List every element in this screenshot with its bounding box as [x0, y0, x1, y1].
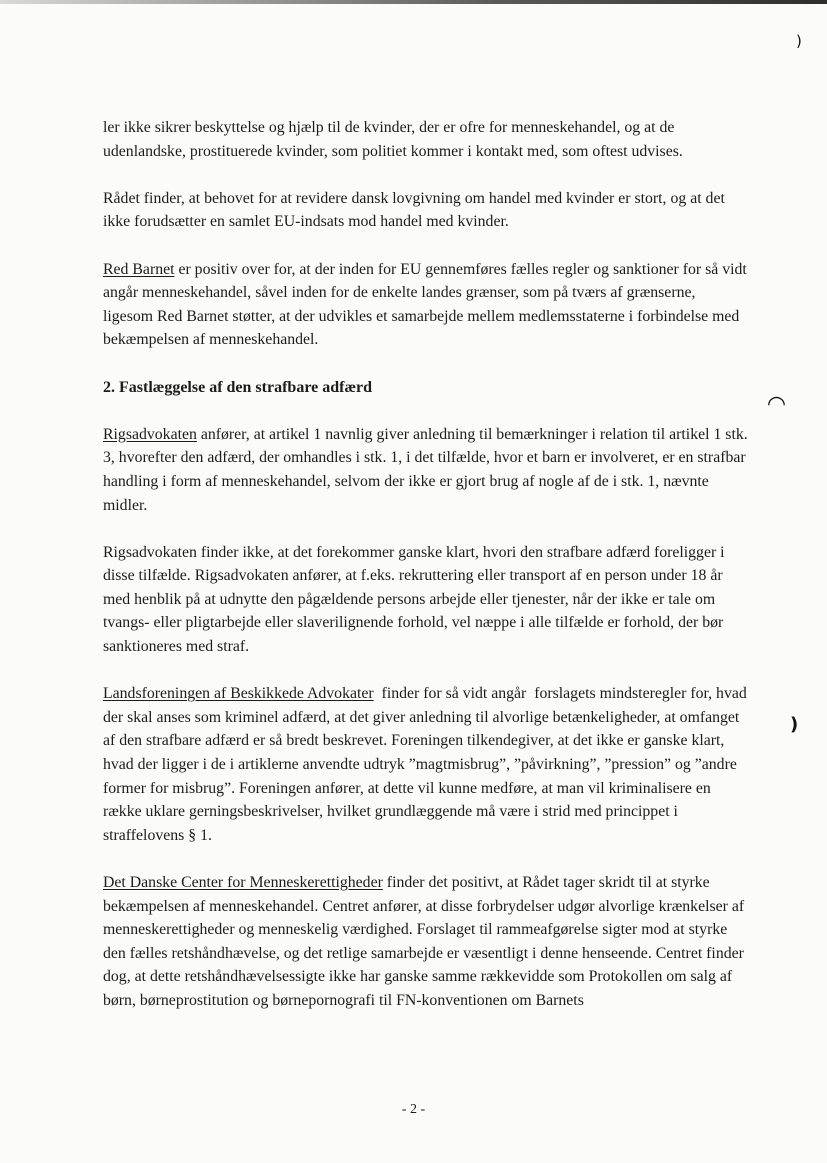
- paragraph: Rigsadvokaten finder ikke, at det forekommer ganske klart, hvori den strafbare adfærd foreligger i disse tilfælde. Rigsadvokaten anfører, at f.eks. rekruttering eller transport af en person under 18 år med henblik på at udnytte den pågældende persons arbejde eller tjenester, når der ikke er tale om tvangs- eller pligtarbejde eller slaverilignende forhold, vel næppe i alle tilfælde er forhold, der bør sanktioneres med straf.: [103, 543, 725, 656]
- section-heading: 2. Fastlæggelse af den strafbare adfærd: [103, 378, 373, 396]
- paragraph: Rådet finder, at behovet for at revidere dansk lovgivning om handel med kvinder er stort, og at det ikke forudsætter en samlet EU-indsats mod handel med kvinder.: [103, 189, 725, 231]
- paragraph-red-barnet: [103, 258, 749, 352]
- paragraph-text: finder det positivt, at Rådet tager skridt til at styrke bekæmpelsen af menneskehandel. Centret anfører, at disse forbrydelser udgør alvorlige krænkelser af menneskerettigheder og menneskelig værdighed. Forslaget til rammeafgørelse sigter mod at styrke den fælles retshåndhævelse, og det retlige samarbejde er væsentligt i denne henseende. Centret finder dog, at dette retshåndhævelsessigte ikke har ganske samme rækkevidde som Protokollen om salg af børn, børneprostitution og børnepornografi til FN-konventionen om Barnets: [103, 874, 745, 1009]
- paragraph-text: er positiv over for, at der inden for EU gennemføres fælles regler og sanktioner for så vidt angår menneskehandel, såvel inden for de enkelte landes grænser, som på tværs af grænserne, ligesom Red Barnet støtter, at der udvikles et samarbejde mellem medlemsstaterne i forbindelse med bekæmpelsen af menneskehandel.: [103, 260, 747, 349]
- scan-speck: ◠: [768, 392, 785, 417]
- paragraph-text: finder for så vidt angår forslagets mindsteregler for, hvad der skal anses som kriminel adfærd, at det giver anledning til alvorlige betænkeligheder, at omfanget af den strafbare adfærd er så bredt beskrevet. Foreningen tilkendegiver, at det ikke er ganske klart, hvad der ligger i de i artiklerne anvendte udtryk ”magtmisbrug”, ”påvirkning”, ”pression” og ”andre former for misbrug”. Foreningen anfører, at dette vil kunne medføre, at man vil kriminalisere en række uklare gerningsbeskrivelser, hvilket grundlæggende må være i strid med princippet i straffelovens § 1.: [103, 685, 751, 844]
- paragraph-center: [103, 871, 749, 1013]
- paragraph: ler ikke sikrer beskyttelse og hjælp til de kvinder, der er ofre for menneskehandel, og at de udenlandske, prostituerede kvinder, som politiet kommer i kontakt med, som oftest udvises.: [103, 119, 683, 160]
- page-number: - 2 -: [401, 1102, 426, 1117]
- organization-name: Red Barnet: [103, 260, 175, 278]
- paragraph-advokater: [103, 682, 749, 847]
- scan-speck: ): [790, 714, 799, 735]
- paragraph-rigsadvokaten: [103, 423, 749, 517]
- document-body: [103, 116, 749, 1013]
- organization-name: Landsforeningen af Beskikkede Advokater: [103, 685, 374, 703]
- paragraph-text: anfører, at artikel 1 navnlig giver anledning til bemærkninger i relation til artikel 1 stk. 3, hvorefter den adfærd, der omhandles i stk. 1, i det tilfælde, hvor et barn er involveret, er en strafbar handling i form af menneskehandel, selvom der ikke er gjort brug af nogle af de i stk. 1, nævnte midler.: [103, 425, 748, 514]
- scan-top-edge: [0, 0, 827, 4]
- scan-speck: ): [796, 32, 802, 50]
- organization-name: Det Danske Center for Menneskerettigheder: [103, 874, 383, 891]
- organization-name: Rigsadvokaten: [103, 425, 197, 443]
